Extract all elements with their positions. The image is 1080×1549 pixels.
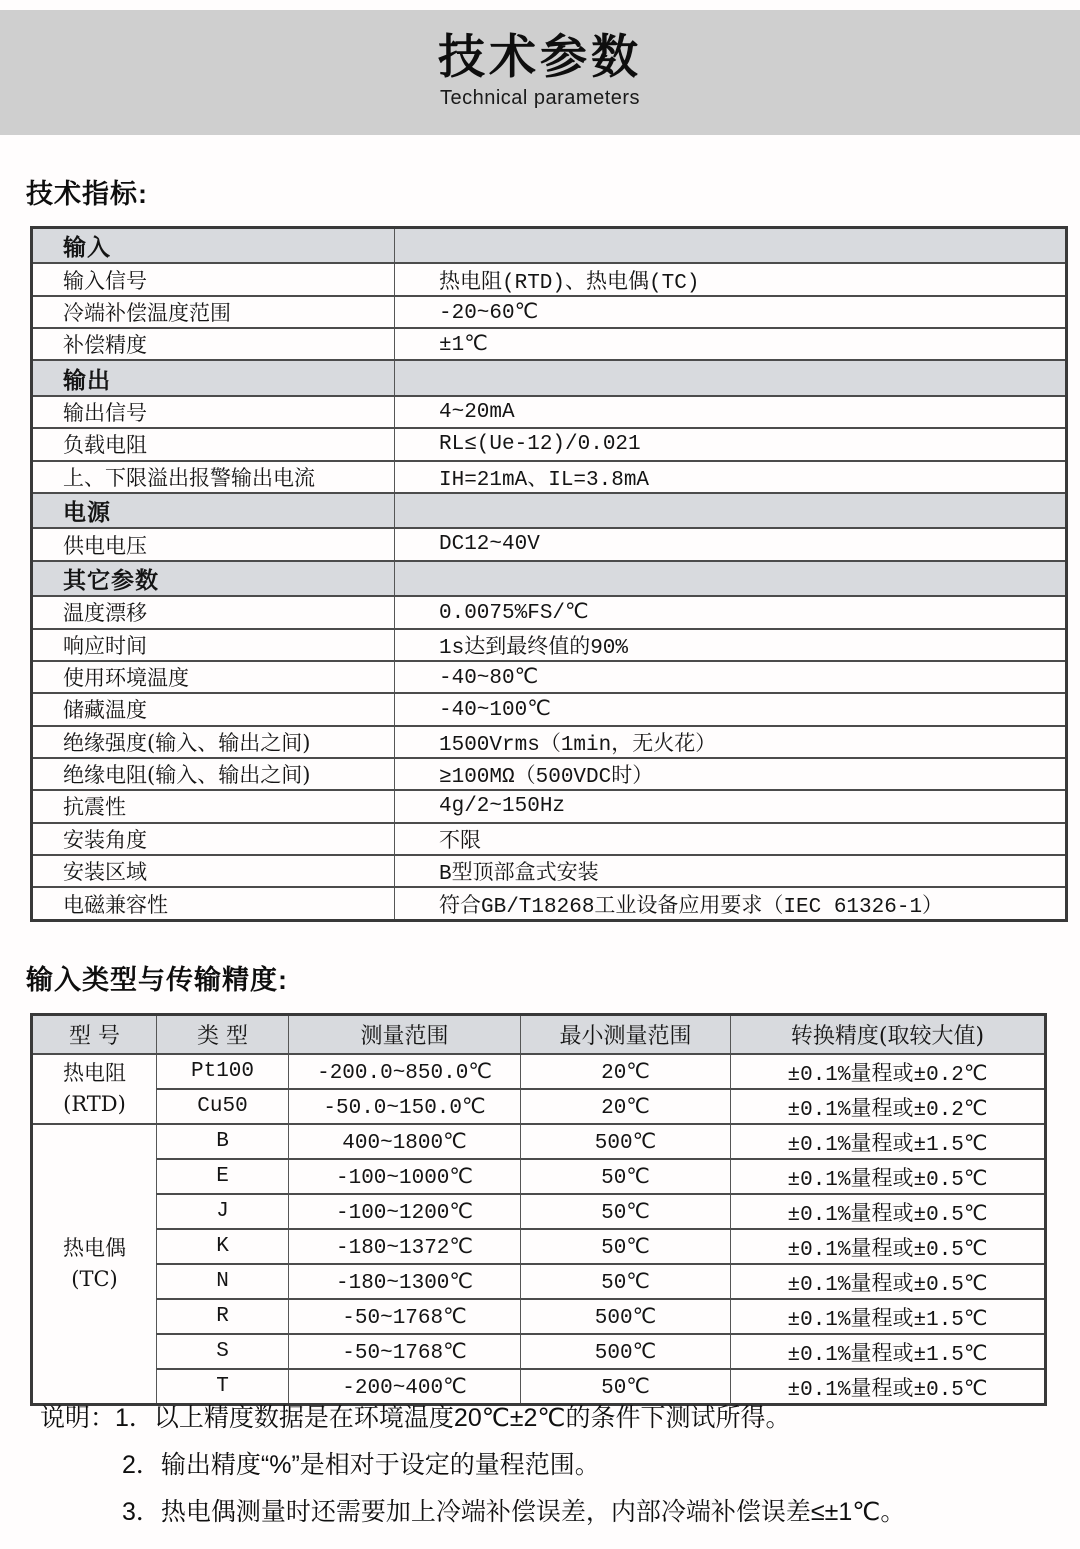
spec-data-row	[32, 790, 1067, 822]
spec-label-cell: 负载电阻	[32, 428, 395, 460]
accuracy-cell: 20℃	[521, 1054, 731, 1089]
spec-value-cell: B型顶部盒式安装	[395, 855, 1067, 887]
spec-section-row	[32, 360, 1067, 395]
spec-label-cell: 供电电压	[32, 528, 395, 560]
spec-data-row	[32, 396, 1067, 428]
note-line-1	[40, 1398, 1060, 1445]
accuracy-data-row	[32, 1299, 1046, 1334]
accuracy-model-line: 热电阻	[63, 1061, 126, 1085]
spec-value-cell: -20~60℃	[395, 296, 1067, 328]
accuracy-cell: ±0.1%量程或±1.5℃	[731, 1299, 1046, 1334]
accuracy-cell: -100~1200℃	[289, 1194, 521, 1229]
spec-label-cell: 使用环境温度	[32, 661, 395, 693]
accuracy-cell: 20℃	[521, 1089, 731, 1124]
spec-label-cell: 电源	[32, 493, 395, 528]
accuracy-cell: 50℃	[521, 1194, 731, 1229]
spec-value-cell: -40~100℃	[395, 693, 1067, 725]
spec-label-cell: 抗震性	[32, 790, 395, 822]
spec-table	[30, 226, 1065, 922]
spec-data-row	[32, 428, 1067, 460]
spec-value-cell: 热电阻(RTD)、热电偶(TC)	[395, 263, 1067, 295]
accuracy-cell: 50℃	[521, 1264, 731, 1299]
accuracy-cell: -180~1372℃	[289, 1229, 521, 1264]
spec-value-cell: DC12~40V	[395, 528, 1067, 560]
accuracy-data-row	[32, 1194, 1046, 1229]
spec-data-row	[32, 263, 1067, 295]
accuracy-cell: ±0.1%量程或±0.2℃	[731, 1089, 1046, 1124]
page-subtitle: Technical parameters	[439, 87, 641, 109]
accuracy-cell: 400~1800℃	[289, 1124, 521, 1159]
spec-section-row	[32, 493, 1067, 528]
spec-label-cell: 温度漂移	[32, 596, 395, 628]
accuracy-cell: -200.0~850.0℃	[289, 1054, 521, 1089]
spec-data-row	[32, 661, 1067, 693]
section-heading-specs: 技术指标:	[26, 179, 148, 209]
spec-value-cell: 符合GB/T18268工业设备应用要求（IEC 61326-1）	[395, 887, 1067, 920]
spec-label-cell: 补偿精度	[32, 328, 395, 360]
accuracy-cell: -200~400℃	[289, 1369, 521, 1405]
spec-data-row	[32, 726, 1067, 758]
accuracy-cell: T	[157, 1369, 289, 1405]
accuracy-cell: R	[157, 1299, 289, 1334]
accuracy-cell: ±0.1%量程或±0.5℃	[731, 1159, 1046, 1194]
accuracy-cell: Cu50	[157, 1089, 289, 1124]
spec-value-cell: ≥100MΩ（500VDC时）	[395, 758, 1067, 790]
spec-label-cell: 储藏温度	[32, 693, 395, 725]
spec-data-row	[32, 855, 1067, 887]
spec-label-cell: 绝缘电阻(输入、输出之间)	[32, 758, 395, 790]
spec-label-cell: 绝缘强度(输入、输出之间)	[32, 726, 395, 758]
accuracy-data-row	[32, 1159, 1046, 1194]
spec-label-cell: 冷端补偿温度范围	[32, 296, 395, 328]
accuracy-header-cell: 转换精度(取较大值)	[731, 1015, 1046, 1055]
spec-label-cell: 安装区域	[32, 855, 395, 887]
accuracy-data-row	[32, 1054, 1046, 1089]
spec-data-row	[32, 296, 1067, 328]
accuracy-cell: -50~1768℃	[289, 1299, 521, 1334]
accuracy-cell: 50℃	[521, 1369, 731, 1405]
note-line-3: 3．热电偶测量时还需要加上冷端补偿误差，内部冷端补偿误差≤±1℃。	[122, 1498, 906, 1526]
spec-section-row	[32, 228, 1067, 264]
accuracy-cell: K	[157, 1229, 289, 1264]
spec-value-cell: ±1℃	[395, 328, 1067, 360]
accuracy-data-row	[32, 1089, 1046, 1124]
spec-section-row	[32, 561, 1067, 596]
accuracy-cell: ±0.1%量程或±0.5℃	[731, 1229, 1046, 1264]
accuracy-cell: 50℃	[521, 1229, 731, 1264]
accuracy-data-row	[32, 1334, 1046, 1369]
accuracy-model-cell	[32, 1054, 157, 1124]
spec-data-row	[32, 596, 1067, 628]
accuracy-model-line: 热电偶	[63, 1236, 126, 1260]
accuracy-cell: -180~1300℃	[289, 1264, 521, 1299]
spec-data-row	[32, 328, 1067, 360]
spec-value-cell: RL≤(Ue-12)/0.021	[395, 428, 1067, 460]
accuracy-cell: ±0.1%量程或±1.5℃	[731, 1124, 1046, 1159]
spec-value-cell: 1500Vrms（1min，无火花）	[395, 726, 1067, 758]
accuracy-data-row	[32, 1124, 1046, 1159]
spec-value-cell: 0.0075%FS/℃	[395, 596, 1067, 628]
accuracy-cell: J	[157, 1194, 289, 1229]
notes-prefix: 说明：	[40, 1404, 116, 1432]
accuracy-cell: S	[157, 1334, 289, 1369]
spec-label-cell: 安装角度	[32, 823, 395, 855]
spec-value-cell: 4~20mA	[395, 396, 1067, 428]
page-title: 技术参数	[438, 30, 642, 83]
spec-value-cell: 不限	[395, 823, 1067, 855]
accuracy-cell: -100~1000℃	[289, 1159, 521, 1194]
accuracy-header-cell: 测量范围	[289, 1015, 521, 1055]
accuracy-header-row	[32, 1015, 1046, 1055]
accuracy-header-cell: 类 型	[157, 1015, 289, 1055]
spec-label-cell: 输出	[32, 360, 395, 395]
accuracy-cell: -50.0~150.0℃	[289, 1089, 521, 1124]
spec-label-cell: 上、下限溢出报警输出电流	[32, 461, 395, 493]
accuracy-model-line: (RTD)	[63, 1092, 126, 1116]
accuracy-cell: -50~1768℃	[289, 1334, 521, 1369]
accuracy-header-cell: 最小测量范围	[521, 1015, 731, 1055]
accuracy-model-cell	[32, 1124, 157, 1405]
accuracy-table	[30, 1013, 1044, 1402]
spec-data-row	[32, 693, 1067, 725]
spec-table-grid	[30, 226, 1068, 922]
accuracy-cell: ±0.1%量程或±0.5℃	[731, 1369, 1046, 1405]
accuracy-cell: N	[157, 1264, 289, 1299]
spec-value-cell: 1s达到最终值的90%	[395, 629, 1067, 661]
spec-label-cell: 其它参数	[32, 561, 395, 596]
spec-data-row	[32, 758, 1067, 790]
section-heading-accuracy: 输入类型与传输精度:	[26, 965, 288, 995]
spec-data-row	[32, 528, 1067, 560]
spec-value-cell: 4g/2~150Hz	[395, 790, 1067, 822]
accuracy-data-row	[32, 1229, 1046, 1264]
accuracy-cell: E	[157, 1159, 289, 1194]
spec-label-cell: 输出信号	[32, 396, 395, 428]
spec-value-cell	[395, 228, 1067, 264]
accuracy-cell: ±0.1%量程或±0.2℃	[731, 1054, 1046, 1089]
accuracy-cell: Pt100	[157, 1054, 289, 1089]
spec-data-row	[32, 629, 1067, 661]
note-line-2: 2．输出精度“%”是相对于设定的量程范围。	[122, 1451, 600, 1479]
spec-label-cell: 电磁兼容性	[32, 887, 395, 920]
accuracy-cell: B	[157, 1124, 289, 1159]
accuracy-cell: ±0.1%量程或±1.5℃	[731, 1334, 1046, 1369]
accuracy-cell: 500℃	[521, 1124, 731, 1159]
accuracy-cell: 500℃	[521, 1299, 731, 1334]
accuracy-cell: ±0.1%量程或±0.5℃	[731, 1194, 1046, 1229]
spec-value-cell	[395, 360, 1067, 395]
spec-value-cell: -40~80℃	[395, 661, 1067, 693]
spec-value-cell	[395, 561, 1067, 596]
accuracy-model-line: (TC)	[71, 1267, 118, 1291]
spec-label-cell: 输入信号	[32, 263, 395, 295]
spec-label-cell: 响应时间	[32, 629, 395, 661]
spec-data-row	[32, 823, 1067, 855]
spec-value-cell: IH=21mA、IL=3.8mA	[395, 461, 1067, 493]
accuracy-header-cell: 型 号	[32, 1015, 157, 1055]
accuracy-data-row	[32, 1264, 1046, 1299]
spec-label-cell: 输入	[32, 228, 395, 264]
spec-data-row	[32, 461, 1067, 493]
notes-section	[40, 1398, 1060, 1539]
title-banner	[0, 10, 1080, 135]
accuracy-cell: ±0.1%量程或±0.5℃	[731, 1264, 1046, 1299]
spec-data-row	[32, 887, 1067, 920]
accuracy-table-grid	[30, 1013, 1047, 1406]
note-item-1: 1．以上精度数据是在环境温度20℃±2℃的条件下测试所得。	[115, 1404, 791, 1432]
accuracy-cell: 500℃	[521, 1334, 731, 1369]
spec-value-cell	[395, 493, 1067, 528]
accuracy-cell: 50℃	[521, 1159, 731, 1194]
